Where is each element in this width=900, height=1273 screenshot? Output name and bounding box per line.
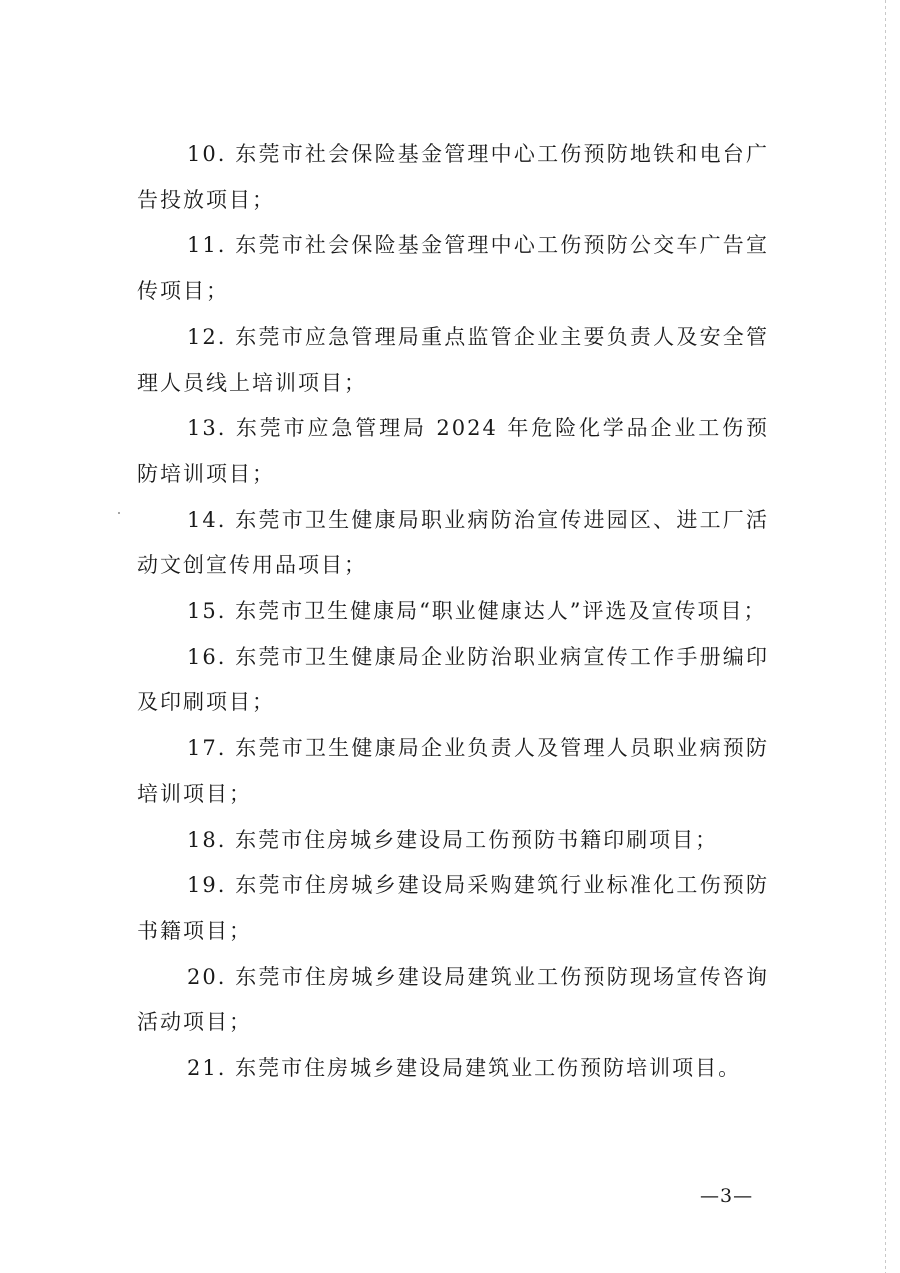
list-item: 19. 东莞市住房城乡建设局采购建筑行业标准化工伤预防书籍项目； (137, 873, 769, 943)
list-item: 11. 东莞市社会保险基金管理中心工伤预防公交车广告宣传项目； (137, 233, 769, 304)
list-item: 18. 东莞市住房城乡建设局工伤预防书籍印刷项目； (187, 827, 719, 852)
list-item: 20. 东莞市住房城乡建设局建筑业工伤预防现场宣传咨询活动项目； (137, 964, 769, 1035)
list-item: 10. 东莞市社会保险基金管理中心工伤预防地铁和电台广告投放项目； (137, 142, 769, 212)
page-number: —3— (700, 1185, 754, 1207)
list-item: 12. 东莞市应急管理局重点监管企业主要负责人及安全管理人员线上培训项目； (137, 324, 769, 395)
list-item: 15. 东莞市卫生健康局“职业健康达人”评选及宣传项目； (187, 599, 767, 624)
list-item: 16. 东莞市卫生健康局企业防治职业病宣传工作手册编印及印刷项目； (137, 644, 769, 715)
scan-speck (118, 512, 120, 514)
list-item: 13. 东莞市应急管理局 2024 年危险化学品企业工伤预防培训项目； (137, 416, 769, 486)
list-item: 21. 东莞市住房城乡建设局建筑业工伤预防培训项目。 (187, 1056, 742, 1081)
scan-edge-line (885, 0, 886, 1273)
list-item: 14. 东莞市卫生健康局职业病防治宣传进园区、进工厂活动文创宣传用品项目； (137, 507, 769, 578)
item-list (137, 132, 769, 1092)
list-item: 17. 东莞市卫生健康局企业负责人及管理人员职业病预防培训项目； (137, 736, 769, 806)
